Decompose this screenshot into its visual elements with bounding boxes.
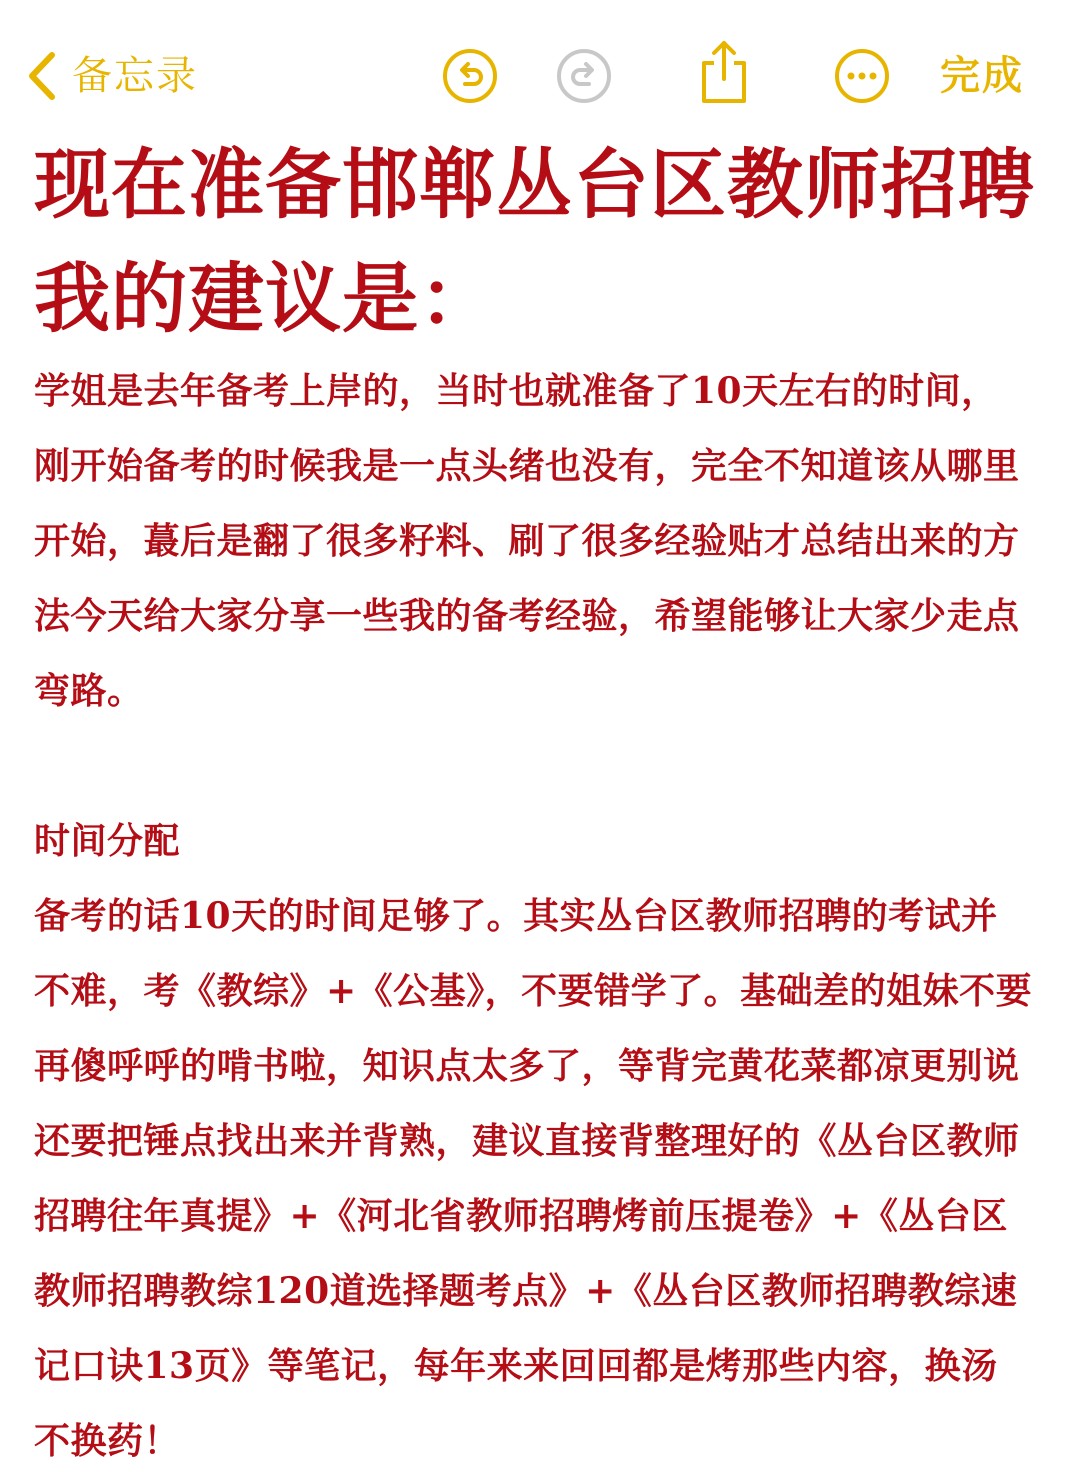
back-button[interactable]: [26, 44, 198, 108]
undo-icon: [441, 47, 499, 105]
chevron-left-icon: [26, 51, 58, 101]
redo-button[interactable]: [552, 44, 616, 108]
note-title: [34, 128, 1074, 356]
note-toolbar: [0, 0, 1080, 140]
back-label: 备忘录: [72, 53, 198, 99]
share-icon: [696, 39, 752, 105]
redo-icon: [555, 47, 613, 105]
section-heading: 时间分配: [34, 820, 181, 862]
done-button[interactable]: 完成: [940, 53, 1024, 99]
note-paragraph: 学姐是去年备考上岸的，当时也就准备了10天左右的时间，刚开始备考的时候我是一点头绪也没有，完全不知道该从哪里开始，蕞后是翻了很多籽料、刷了很多经验贴才总结出来的方法今天给大家分享一些我的备考经验，希望能够让大家少走点弯路。: [34, 370, 1020, 712]
paragraph-spacer: [34, 729, 1034, 804]
more-button[interactable]: [830, 44, 894, 108]
more-icon: [833, 47, 891, 105]
share-button[interactable]: [692, 40, 756, 104]
undo-button[interactable]: [438, 44, 502, 108]
note-body[interactable]: [34, 354, 1034, 1479]
note-title-line: 现在准备邯郸丛台区教师招聘: [34, 140, 1035, 229]
note-title-line: 我的建议是：: [34, 254, 496, 343]
note-paragraph: 备考的话10天的时间足够了。其实丛台区教师招聘的考试并不难，考《教综》+《公基》，不要错学了。基础差的姐妹不要再傻呼呼的啃书啦，知识点太多了，等背完黄花菜都凉更别说还要把锤点找出来并背熟，建议直接背整理好的《丛台区教师招聘往年真提》+《河北省教师招聘烤前压提卷》+《丛台区教师招聘教综120道选择题考点》+《丛台区教师招聘教综速记口诀13页》等笔记，每年来来回回都是烤那些内容，换汤不换药！: [34, 895, 1033, 1462]
